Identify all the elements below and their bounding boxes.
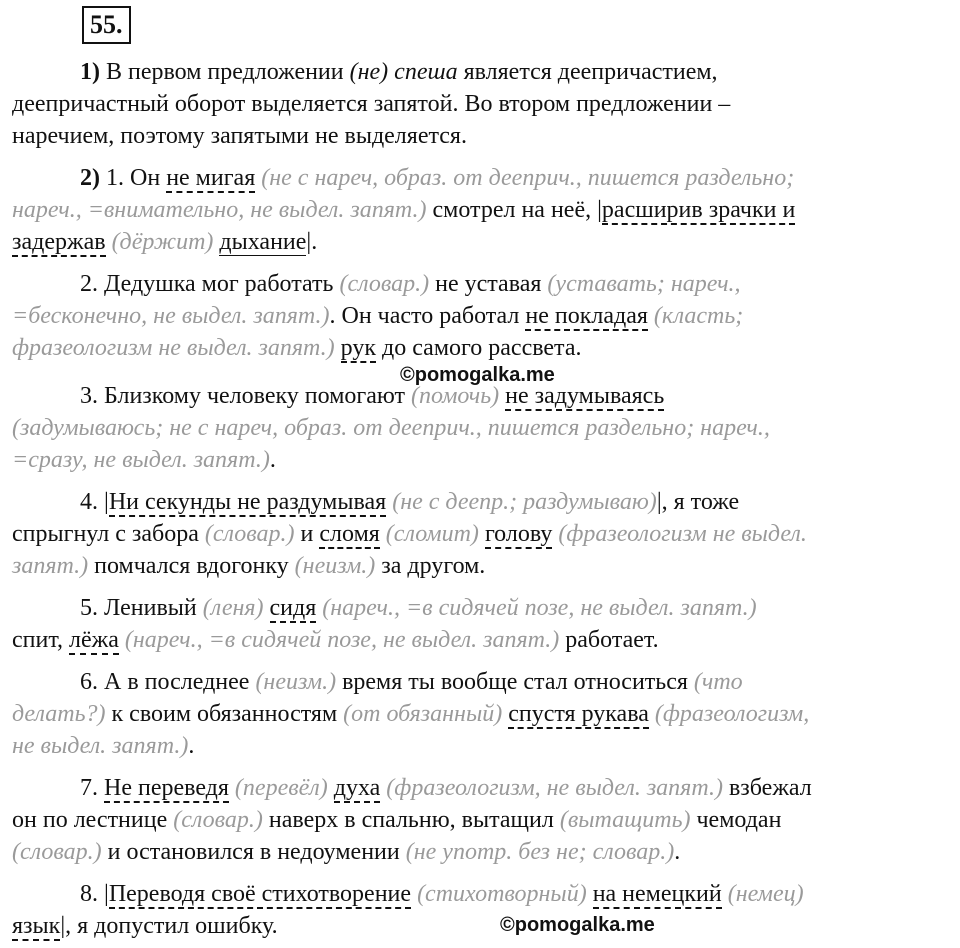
s4-text: спрыгнул с забора <box>12 521 205 547</box>
s5-text: спит, <box>12 627 70 653</box>
s1-note: (не с нареч, образ. от дееприч., пишется раздельно; <box>255 165 795 191</box>
s2-text: 2. Дедушка мог работать <box>80 271 340 297</box>
s7-line-3 <box>12 836 948 868</box>
s7-note: (перевёл) <box>228 775 328 801</box>
s2-line-1 <box>80 268 948 300</box>
s4-note: (не с деепр.; раздумываю) <box>386 489 657 515</box>
s6-note: (фразеологизм, <box>648 701 810 727</box>
s2-text: до самого рассвета. <box>376 335 582 361</box>
s4-text: 4. | <box>80 489 109 515</box>
s1-line-1 <box>80 162 948 194</box>
s5-note: (нареч., =в сидячей позе, не выдел. запят.) <box>316 595 757 621</box>
s5-text: работает. <box>559 627 659 653</box>
s4-note: (сломит) <box>379 521 479 547</box>
s4-note: (неизм.) <box>294 553 376 579</box>
s4-text: |, я тоже <box>656 489 740 515</box>
watermark: ©pomogalka.me <box>400 364 555 386</box>
s3-text: . <box>269 447 276 473</box>
s6-text: 6. А в последнее <box>80 669 256 695</box>
s6-note: не выдел. запят.) <box>12 733 189 759</box>
s8-space <box>587 881 593 907</box>
s3-adverb: не задумываясь <box>505 383 665 409</box>
s8-line-1 <box>80 878 948 910</box>
s7-text: 7. <box>80 775 104 801</box>
s2-adverb: не покладая <box>525 303 648 329</box>
s4-line-1 <box>80 486 948 518</box>
s8-text: |, я допустил ошибку. <box>60 913 278 939</box>
s1-participle: задержав <box>12 229 106 255</box>
s3-text: 3. Близкому человеку помогают <box>80 383 411 409</box>
s7-text: взбежал <box>722 775 812 801</box>
s5-adverb: лёжа <box>69 627 119 653</box>
s7-text: чемодан <box>690 807 782 833</box>
s8-note: (немец) <box>721 881 804 907</box>
p1-line-2: деепричастный оборот выделяется запятой. Во втором предложении – <box>12 91 731 117</box>
s1-note: нареч., =внимательно, не выдел. запят.) <box>12 197 427 223</box>
s4-note: (словар.) <box>204 521 295 547</box>
s2-note: (класть; <box>647 303 744 329</box>
s2-space <box>335 335 341 361</box>
s1-participle-phrase: расширив зрачки и <box>601 197 796 223</box>
s2-text: . Он часто работал <box>329 303 526 329</box>
p1-marker: 1) <box>80 59 100 85</box>
s3-note: =сразу, не выдел. запят.) <box>12 447 270 473</box>
s2-note: (уставать; нареч., <box>547 271 741 297</box>
s2-line-2 <box>12 300 948 332</box>
s6-text: к своим обязанностям <box>105 701 344 727</box>
s3-line-3 <box>12 444 948 476</box>
s7-text: и остановился в недоумении <box>101 839 406 865</box>
s2-text: не уставая <box>429 271 548 297</box>
s1-line-2 <box>12 194 948 226</box>
s7-note: (не употр. без не; словар.) <box>405 839 675 865</box>
s1-adverb: не мигая <box>166 165 256 191</box>
s2-note: фразеологизм не выдел. запят.) <box>12 335 335 361</box>
p1-line-1 <box>80 56 948 88</box>
watermark: ©pomogalka.me <box>500 914 655 936</box>
exercise-number: 55. <box>82 6 131 44</box>
s6-text: время ты вообще стал относиться <box>336 669 694 695</box>
s6-line-3 <box>12 730 948 762</box>
s7-text: он по лестнице <box>12 807 174 833</box>
s3-note: (помочь) <box>410 383 500 409</box>
s1-text: смотрел на неё, | <box>426 197 602 223</box>
s5-line-1 <box>80 592 948 624</box>
s6-text: . <box>188 733 195 759</box>
s4-line-3 <box>12 550 948 582</box>
s4-line-2 <box>12 518 948 550</box>
s1-note: (дёржит) <box>105 229 214 255</box>
s8-line-2 <box>12 910 948 942</box>
s1-object: дыхание <box>219 229 307 255</box>
s7-line-1 <box>80 772 948 804</box>
p1-term: (не) спеша <box>349 59 458 85</box>
s6-note: делать?) <box>12 701 106 727</box>
s7-text: наверх в спальню, вытащил <box>262 807 560 833</box>
s4-text: и <box>294 521 320 547</box>
s7-note: (словар.) <box>12 839 102 865</box>
s1-marker: 2) <box>80 165 100 191</box>
s2-idiom: рук <box>340 335 377 361</box>
s1-text: 1. Он <box>100 165 167 191</box>
s2-note: (словар.) <box>339 271 430 297</box>
s5-note: (нареч., =в сидячей позе, не выдел. запят.) <box>118 627 560 653</box>
s4-text: за другом. <box>375 553 486 579</box>
s4-note: (фразеологизм не выдел. <box>552 521 807 547</box>
s1-line-3 <box>12 226 948 258</box>
s4-adverb: сломя <box>319 521 380 547</box>
s7-note: (фразеологизм, не выдел. запят.) <box>380 775 723 801</box>
p1-text: В первом предложении <box>100 59 350 85</box>
s4-note: запят.) <box>12 553 89 579</box>
s7-adverb: Не переведя <box>104 775 229 801</box>
s5-text: 5. Ленивый <box>80 595 203 621</box>
s8-text: 8. | <box>80 881 109 907</box>
s8-phrase: на немецкий <box>592 881 722 907</box>
s5-space <box>264 595 270 621</box>
s2-note: =бесконечно, не выдел. запят.) <box>12 303 330 329</box>
s8-phrase: язык <box>12 913 61 939</box>
s5-note: (леня) <box>202 595 264 621</box>
s5-line-2 <box>12 624 948 656</box>
s6-line-2 <box>12 698 948 730</box>
s7-note: (словар.) <box>173 807 263 833</box>
s8-note: (стихотворный) <box>411 881 587 907</box>
s3-line-2: (задумываюсь; не с нареч, образ. от дееприч., пишется раздельно; нареч., <box>12 415 770 441</box>
p1-line-3: наречием, поэтому запятыми не выделяется. <box>12 123 467 149</box>
s7-idiom: духа <box>333 775 381 801</box>
s8-participle-phrase: Переводя своё стихотворение <box>108 881 412 907</box>
s7-text: . <box>674 839 681 865</box>
s7-line-2 <box>12 804 948 836</box>
s7-note: (вытащить) <box>559 807 691 833</box>
s4-participle-phrase: Ни секунды не раздумывая <box>108 489 387 515</box>
s6-line-1 <box>80 666 948 698</box>
s7-space <box>328 775 334 801</box>
s6-note: (что <box>693 669 743 695</box>
s4-idiom: голову <box>484 521 553 547</box>
s6-note: (неизм.) <box>255 669 337 695</box>
s6-note: (от обязанный) <box>343 701 503 727</box>
s1-text: |. <box>306 229 318 255</box>
s2-line-3 <box>12 332 948 364</box>
s6-idiom: спустя рукава <box>508 701 649 727</box>
s3-line-1 <box>80 380 948 412</box>
s5-adverb: сидя <box>269 595 317 621</box>
s4-text: помчался вдогонку <box>88 553 295 579</box>
p1-text: является деепричастием, <box>457 59 718 85</box>
